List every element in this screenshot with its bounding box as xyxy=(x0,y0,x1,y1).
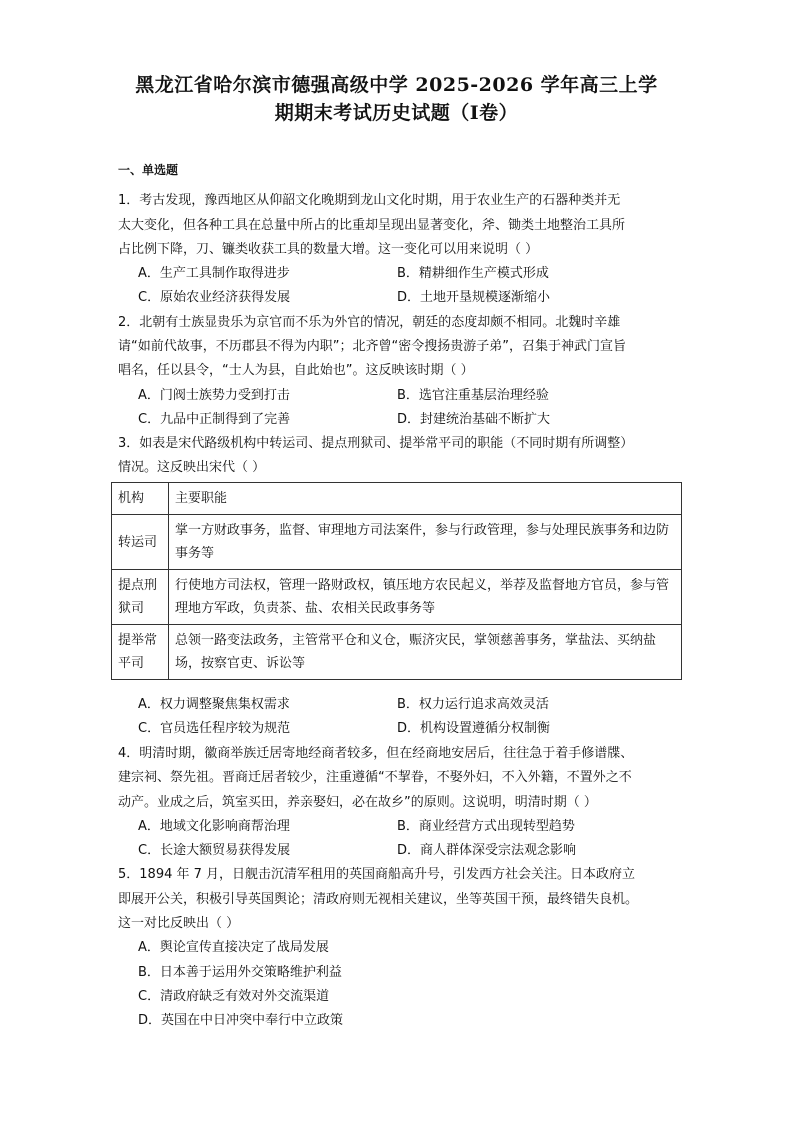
question-5-option-a: A．舆论宣传直接决定了战局发展 xyxy=(138,940,329,955)
table-cell: 提举常平司 xyxy=(112,625,169,680)
question-1-line-2: 太大变化，但各种工具在总量中所占的比重却呈现出显著变化，斧、锄类土地整治工具所 xyxy=(118,218,626,233)
question-1-option-b: B．精耕细作生产模式形成 xyxy=(397,266,549,281)
question-3-option-d: D．机构设置遵循分权制衡 xyxy=(397,721,551,736)
question-5-option-c: C．清政府缺乏有效对外交流渠道 xyxy=(138,989,330,1004)
question-1-line-1: 1．考古发现，豫西地区从仰韶文化晚期到龙山文化时期，用于农业生产的石器种类并无 xyxy=(118,193,621,208)
question-3-option-b: B．权力运行追求高效灵活 xyxy=(397,697,549,712)
question-3-option-c: C．官员选任程序较为规范 xyxy=(138,721,291,736)
question-4-option-a: A．地域文化影响商帮治理 xyxy=(138,819,290,834)
section-heading: 一、单选题 xyxy=(118,163,179,177)
question-5-option-d: D．英国在中日冲突中奉行中立政策 xyxy=(138,1013,344,1028)
table-header-cell: 机构 xyxy=(112,483,169,515)
table-header-cell: 主要职能 xyxy=(169,483,682,515)
table-cell: 总领一路变法政务，主管常平仓和义仓，赈济灾民，掌领慈善事务，掌盐法、买纳盐场，按察官吏、诉讼等 xyxy=(169,625,682,680)
question-2-option-c: C．九品中正制得到了完善 xyxy=(138,412,291,427)
table-cell: 转运司 xyxy=(112,515,169,570)
question-2-option-a: A．门阀士族势力受到打击 xyxy=(138,388,290,403)
table-header-row xyxy=(112,483,682,515)
question-4-option-c: C．长途大额贸易获得发展 xyxy=(138,843,291,858)
question-4-line-2: 建宗祠、祭先祖。晋商迁居者较少，注重遵循“不挈眷，不娶外妇，不入外籍，不置外之不 xyxy=(118,770,632,785)
question-2-option-d: D．封建统治基础不断扩大 xyxy=(397,412,551,427)
question-5-line-1: 5．1894 年 7 月，日舰击沉清军租用的英国商船高升号，引发西方社会关注。日本政府立 xyxy=(118,867,636,882)
question-1-option-d: D．土地开垦规模逐渐缩小 xyxy=(397,290,551,305)
table-row xyxy=(112,625,682,680)
table-row xyxy=(112,515,682,570)
question-3-option-a: A．权力调整聚焦集权需求 xyxy=(138,697,290,712)
question-1-option-a: A．生产工具制作取得进步 xyxy=(138,266,290,281)
question-5-line-2: 即展开公关，积极引导英国舆论；清政府则无视相关建议，坐等英国干预，最终错失良机。 xyxy=(118,892,639,907)
question-2-line-2: 请“如前代故事，不历郡县不得为内职”；北齐曾“密令搜扬贵游子弟”，召集于神武门宣旨 xyxy=(118,339,626,354)
question-3-line-2: 情况。这反映出宋代（ ） xyxy=(118,460,266,475)
table-cell: 行使地方司法权，管理一路财政权，镇压地方农民起义，举荐及监督地方官员，参与管理地方军政，负责茶、盐、农相关民政事务等 xyxy=(169,570,682,625)
question-3-line-1: 3．如表是宋代路级机构中转运司、提点刑狱司、提举常平司的职能（不同时期有所调整） xyxy=(118,436,634,451)
table-row xyxy=(112,570,682,625)
table-cell: 提点刑狱司 xyxy=(112,570,169,625)
exam-title-line-1: 黑龙江省哈尔滨市德强高级中学 2025-2026 学年高三上学 xyxy=(135,74,658,96)
song-institutions-table xyxy=(111,482,682,680)
question-2-option-b: B．选官注重基层治理经验 xyxy=(397,388,549,403)
question-5-option-b: B．日本善于运用外交策略维护利益 xyxy=(138,965,342,980)
question-1-option-c: C．原始农业经济获得发展 xyxy=(138,290,291,305)
question-4-option-b: B．商业经营方式出现转型趋势 xyxy=(397,819,575,834)
question-2-line-3: 唱名，任以县令，“士人为县，自此始也”。这反映该时期（ ） xyxy=(118,363,474,378)
question-4-option-d: D．商人群体深受宗法观念影响 xyxy=(397,843,577,858)
question-4-line-3: 动产。业成之后，筑室买田，养亲娶妇，必在故乡”的原则。这说明，明清时期（ ） xyxy=(118,795,597,810)
question-2-line-1: 2．北朝有士族显贵乐为京官而不乐为外官的情况，朝廷的态度却颇不相同。北魏时辛雄 xyxy=(118,315,621,330)
exam-title-line-2: 期期末考试历史试题（Ⅰ卷） xyxy=(274,102,519,124)
question-4-line-1: 4．明清时期，徽商举族迁居寄地经商者较多，但在经商地安居后，往往急于着手修谱牒、 xyxy=(118,746,634,761)
table-cell: 掌一方财政事务，监督、审理地方司法案件，参与行政管理，参与处理民族事务和边防事务等 xyxy=(169,515,682,570)
question-5-line-3: 这一对比反映出（ ） xyxy=(118,916,240,931)
question-1-line-3: 占比例下降，刀、镰类收获工具的数量大增。这一变化可以用来说明（ ） xyxy=(118,242,539,257)
